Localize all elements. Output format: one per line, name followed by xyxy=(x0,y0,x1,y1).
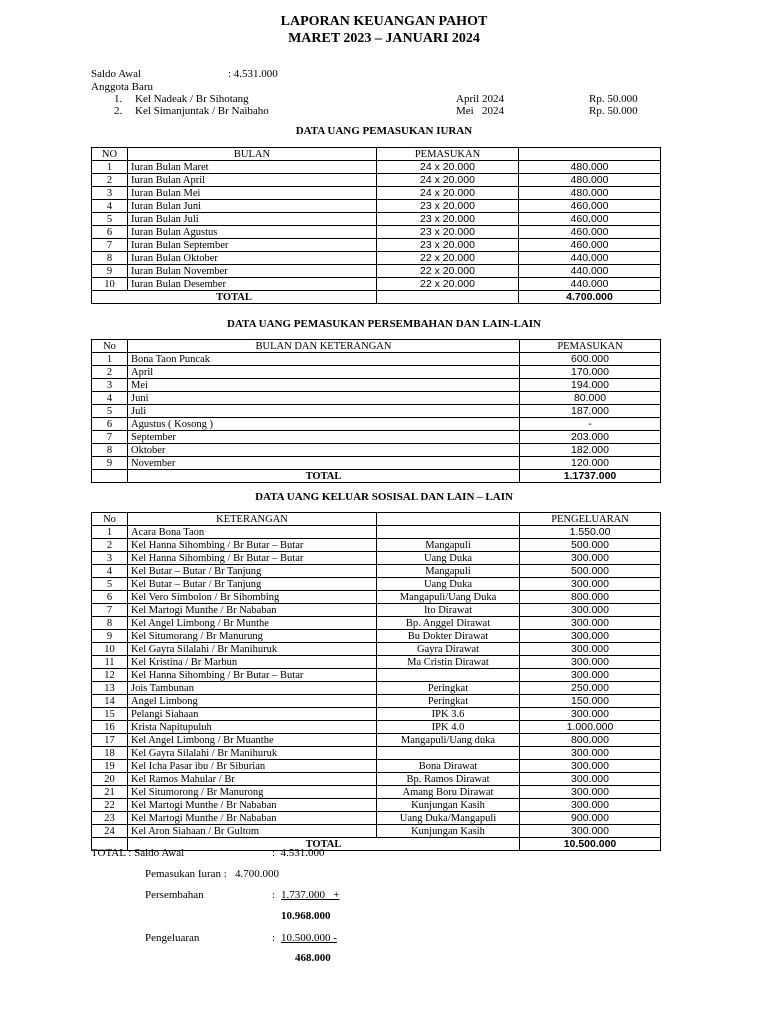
row-calc: 24 x 20.000 xyxy=(377,161,519,174)
row-description: Uang Duka xyxy=(377,552,520,565)
row-description: Ito Dirawat xyxy=(377,604,520,617)
row-amount: 300.000 xyxy=(520,760,661,773)
total-value: 10.500.000 xyxy=(520,838,661,851)
member-amount: Rp. 50.000 xyxy=(589,93,638,105)
row-keterangan: Kel Hanna Sihombing / Br Butar – Butar xyxy=(128,669,377,682)
row-keterangan: September xyxy=(128,431,520,444)
persembahan-header-row xyxy=(92,340,661,353)
table-row xyxy=(92,526,661,539)
row-description: IPK 3.6 xyxy=(377,708,520,721)
row-amount: 440.000 xyxy=(519,265,661,278)
row-no: 2 xyxy=(92,539,128,552)
row-no: 23 xyxy=(92,812,128,825)
summary-pengeluaran-value: 10.500.000 - xyxy=(281,932,337,944)
row-no: 4 xyxy=(92,565,128,578)
row-amount: 120.000 xyxy=(520,457,661,470)
row-keterangan: Bona Taon Puncak xyxy=(128,353,520,366)
row-no: 1 xyxy=(92,353,128,366)
total-label: TOTAL xyxy=(92,291,377,304)
row-no: 8 xyxy=(92,252,128,265)
row-amount: 460.000 xyxy=(519,226,661,239)
col-header-pemasukan: PEMASUKAN xyxy=(377,148,519,161)
row-no: 5 xyxy=(92,405,128,418)
iuran-heading: DATA UANG PEMASUKAN IURAN xyxy=(295,125,473,137)
row-keterangan: Kel Ramos Mahular / Br xyxy=(128,773,377,786)
row-no: 6 xyxy=(92,591,128,604)
row-calc: 22 x 20.000 xyxy=(377,252,519,265)
row-keterangan: Kel Icha Pasar ibu / Br Siburian xyxy=(128,760,377,773)
table-row xyxy=(92,812,661,825)
table-row xyxy=(92,405,661,418)
row-description: Mangapuli xyxy=(377,539,520,552)
table-row xyxy=(92,278,661,291)
row-no: 7 xyxy=(92,239,128,252)
table-row xyxy=(92,552,661,565)
member-no: 2. xyxy=(114,105,123,117)
saldo-awal-label: Saldo Awal xyxy=(91,68,142,80)
row-no: 24 xyxy=(92,825,128,838)
member-date: Mei 2024 xyxy=(456,105,504,117)
row-keterangan: Mei xyxy=(128,379,520,392)
row-bulan: Iuran Bulan November xyxy=(128,265,377,278)
table-row xyxy=(92,187,661,200)
row-no: 13 xyxy=(92,682,128,695)
row-description xyxy=(377,669,520,682)
row-amount: 460.000 xyxy=(519,213,661,226)
row-no: 1 xyxy=(92,161,128,174)
row-no: 9 xyxy=(92,630,128,643)
table-row xyxy=(92,539,661,552)
anggota-baru-label: Anggota Baru xyxy=(91,81,154,93)
total-label: TOTAL xyxy=(128,838,520,851)
row-amount: 480.000 xyxy=(519,187,661,200)
row-amount: 1.000.000 xyxy=(520,721,661,734)
row-keterangan: Kel Vero Simbolon / Br Sihombing xyxy=(128,591,377,604)
iuran-total-row xyxy=(92,291,661,304)
row-no: 12 xyxy=(92,669,128,682)
table-row xyxy=(92,239,661,252)
row-no: 8 xyxy=(92,617,128,630)
row-no: 8 xyxy=(92,444,128,457)
col-header-keterangan: BULAN DAN KETERANGAN xyxy=(128,340,520,353)
table-row xyxy=(92,578,661,591)
summary-final: 468.000 xyxy=(295,952,331,964)
row-amount: 800.000 xyxy=(520,734,661,747)
row-no: 3 xyxy=(92,379,128,392)
row-keterangan: Kel Martogi Munthe / Br Nababan xyxy=(128,812,377,825)
keluar-header-row xyxy=(92,513,661,526)
table-row xyxy=(92,161,661,174)
row-amount: 203.000 xyxy=(520,431,661,444)
row-amount: 170.000 xyxy=(520,366,661,379)
row-description: Ma Cristin Dirawat xyxy=(377,656,520,669)
row-description: Peringkat xyxy=(377,682,520,695)
row-no: 10 xyxy=(92,643,128,656)
row-description: Bu Dokter Dirawat xyxy=(377,630,520,643)
report-period: MARET 2023 – JANUARI 2024 xyxy=(288,31,480,46)
row-amount: 460.000 xyxy=(519,200,661,213)
row-no: 20 xyxy=(92,773,128,786)
row-keterangan: Jois Tambunan xyxy=(128,682,377,695)
table-row xyxy=(92,656,661,669)
row-amount: 300.000 xyxy=(520,773,661,786)
table-row xyxy=(92,265,661,278)
col-header-no: No xyxy=(92,513,128,526)
table-row xyxy=(92,565,661,578)
row-amount: 300.000 xyxy=(520,630,661,643)
row-no: 18 xyxy=(92,747,128,760)
summary-persembahan-label: Persembahan xyxy=(145,889,204,901)
persembahan-table xyxy=(91,339,661,483)
row-bulan: Iuran Bulan Juli xyxy=(128,213,377,226)
row-calc: 23 x 20.000 xyxy=(377,239,519,252)
table-row xyxy=(92,643,661,656)
row-keterangan: Kel Gayra Silalahi / Br Manihuruk xyxy=(128,643,377,656)
row-keterangan: Pelangi Siahaan xyxy=(128,708,377,721)
empty-cell xyxy=(377,291,519,304)
row-description: Uang Duka xyxy=(377,578,520,591)
member-name: Kel Nadeak / Br Sihotang xyxy=(135,93,249,105)
row-description: Mangapuli/Uang duka xyxy=(377,734,520,747)
table-row xyxy=(92,200,661,213)
row-no: 9 xyxy=(92,457,128,470)
row-description: Peringkat xyxy=(377,695,520,708)
row-amount: 300.000 xyxy=(520,552,661,565)
empty-cell xyxy=(92,470,128,483)
row-description xyxy=(377,747,520,760)
total-label: TOTAL xyxy=(128,470,520,483)
row-amount: 300.000 xyxy=(520,747,661,760)
table-row xyxy=(92,786,661,799)
summary-saldo-value: : 4.531.000 xyxy=(272,847,325,859)
keluar-table xyxy=(91,512,661,851)
member-amount: Rp. 50.000 xyxy=(589,105,638,117)
report-title: LAPORAN KEUANGAN PAHOT xyxy=(280,14,488,29)
row-keterangan: Kel Aron Siahaan / Br Gultom xyxy=(128,825,377,838)
table-row xyxy=(92,669,661,682)
row-description: Bona Dirawat xyxy=(377,760,520,773)
row-amount: 1.550.00 xyxy=(520,526,661,539)
table-row xyxy=(92,252,661,265)
row-no: 3 xyxy=(92,187,128,200)
table-row xyxy=(92,734,661,747)
row-no: 6 xyxy=(92,418,128,431)
col-header-keterangan: KETERANGAN xyxy=(128,513,377,526)
row-amount: 500.000 xyxy=(520,539,661,552)
summary-subtotal: 10.968.000 xyxy=(281,910,331,922)
row-keterangan: Krista Napitupuluh xyxy=(128,721,377,734)
row-amount: 600.000 xyxy=(520,353,661,366)
row-keterangan: Kel Hanna Sihombing / Br Butar – Butar xyxy=(128,539,377,552)
row-amount: 440.000 xyxy=(519,252,661,265)
row-no: 2 xyxy=(92,366,128,379)
row-no: 4 xyxy=(92,392,128,405)
table-row xyxy=(92,695,661,708)
row-amount: 800.000 xyxy=(520,591,661,604)
row-description: Gayra Dirawat xyxy=(377,643,520,656)
col-header-no: NO xyxy=(92,148,128,161)
row-keterangan: Kel Angel Limbong / Br Munthe xyxy=(128,617,377,630)
row-calc: 24 x 20.000 xyxy=(377,187,519,200)
table-row xyxy=(92,591,661,604)
row-keterangan: Angel Limbong xyxy=(128,695,377,708)
row-bulan: Iuran Bulan Agustus xyxy=(128,226,377,239)
table-row xyxy=(92,708,661,721)
row-no: 22 xyxy=(92,799,128,812)
row-description: Bp. Anggel Dirawat xyxy=(377,617,520,630)
row-bulan: Iuran Bulan Oktober xyxy=(128,252,377,265)
row-description: Uang Duka/Mangapuli xyxy=(377,812,520,825)
row-no: 7 xyxy=(92,604,128,617)
member-date: April 2024 xyxy=(456,93,504,105)
col-header-blank xyxy=(377,513,520,526)
table-row xyxy=(92,617,661,630)
col-header-pengeluaran: PENGELUARAN xyxy=(520,513,661,526)
row-no: 1 xyxy=(92,526,128,539)
row-keterangan: Kel Martogi Munthe / Br Nababan xyxy=(128,799,377,812)
table-row xyxy=(92,773,661,786)
row-description: Mangapuli xyxy=(377,565,520,578)
persembahan-heading: DATA UANG PEMASUKAN PERSEMBAHAN DAN LAIN-LAIN xyxy=(226,318,542,330)
row-amount: 182.000 xyxy=(520,444,661,457)
row-description: Kunjungan Kasih xyxy=(377,825,520,838)
table-row xyxy=(92,444,661,457)
table-row xyxy=(92,366,661,379)
row-keterangan: Kel Situmorong / Br Manurong xyxy=(128,786,377,799)
row-amount: 300.000 xyxy=(520,656,661,669)
row-amount: 187.000 xyxy=(520,405,661,418)
col-header-no: No xyxy=(92,340,128,353)
table-row xyxy=(92,721,661,734)
table-row xyxy=(92,226,661,239)
summary-saldo-label: TOTAL : Saldo Awal xyxy=(91,847,185,859)
row-keterangan: April xyxy=(128,366,520,379)
row-keterangan: Kel Butar – Butar / Br Tanjung xyxy=(128,578,377,591)
iuran-table xyxy=(91,147,661,304)
row-amount: 300.000 xyxy=(520,825,661,838)
table-row xyxy=(92,431,661,444)
saldo-awal-value: : 4.531.000 xyxy=(228,68,278,80)
row-bulan: Iuran Bulan September xyxy=(128,239,377,252)
table-row xyxy=(92,213,661,226)
row-keterangan: Oktober xyxy=(128,444,520,457)
row-amount: 150.000 xyxy=(520,695,661,708)
row-calc: 22 x 20.000 xyxy=(377,265,519,278)
row-calc: 24 x 20.000 xyxy=(377,174,519,187)
row-amount: 300.000 xyxy=(520,604,661,617)
row-keterangan: Kel Situmorang / Br Manurung xyxy=(128,630,377,643)
table-row xyxy=(92,418,661,431)
row-description: Kunjungan Kasih xyxy=(377,799,520,812)
row-description: Amang Boru Dirawat xyxy=(377,786,520,799)
row-no: 21 xyxy=(92,786,128,799)
row-keterangan: Agustus ( Kosong ) xyxy=(128,418,520,431)
row-amount: 500.000 xyxy=(520,565,661,578)
table-row xyxy=(92,747,661,760)
row-no: 4 xyxy=(92,200,128,213)
row-amount: 300.000 xyxy=(520,617,661,630)
table-row xyxy=(92,630,661,643)
row-description: IPK 4.0 xyxy=(377,721,520,734)
row-no: 11 xyxy=(92,656,128,669)
row-keterangan: Acara Bona Taon xyxy=(128,526,377,539)
col-header-bulan: BULAN xyxy=(128,148,377,161)
row-keterangan: Kel Gayra Silalahi / Br Manihuruk xyxy=(128,747,377,760)
iuran-header-row xyxy=(92,148,661,161)
row-amount: 460.000 xyxy=(519,239,661,252)
row-no: 14 xyxy=(92,695,128,708)
summary-iuran-label: Pemasukan Iuran : xyxy=(145,868,227,880)
row-bulan: Iuran Bulan Maret xyxy=(128,161,377,174)
row-amount: 300.000 xyxy=(520,669,661,682)
keluar-heading: DATA UANG KELUAR SOSISAL DAN LAIN – LAIN xyxy=(255,491,513,503)
row-keterangan: Juli xyxy=(128,405,520,418)
table-row xyxy=(92,825,661,838)
table-row xyxy=(92,799,661,812)
row-keterangan: November xyxy=(128,457,520,470)
summary-persembahan-colon: : xyxy=(272,889,276,901)
row-keterangan: Kel Butar – Butar / Br Tanjung xyxy=(128,565,377,578)
row-amount: - xyxy=(520,418,661,431)
table-row xyxy=(92,457,661,470)
row-amount: 300.000 xyxy=(520,786,661,799)
row-no: 5 xyxy=(92,578,128,591)
row-calc: 23 x 20.000 xyxy=(377,213,519,226)
table-row xyxy=(92,604,661,617)
table-row xyxy=(92,353,661,366)
row-amount: 300.000 xyxy=(520,643,661,656)
row-no: 9 xyxy=(92,265,128,278)
row-amount: 480.000 xyxy=(519,174,661,187)
row-no: 5 xyxy=(92,213,128,226)
col-header-pemasukan: PEMASUKAN xyxy=(520,340,661,353)
row-keterangan: Juni xyxy=(128,392,520,405)
row-amount: 194.000 xyxy=(520,379,661,392)
table-row xyxy=(92,682,661,695)
row-no: 10 xyxy=(92,278,128,291)
table-row xyxy=(92,174,661,187)
row-amount: 300.000 xyxy=(520,708,661,721)
row-no: 15 xyxy=(92,708,128,721)
row-bulan: Iuran Bulan Desember xyxy=(128,278,377,291)
row-no: 17 xyxy=(92,734,128,747)
row-bulan: Iuran Bulan April xyxy=(128,174,377,187)
persembahan-total-row xyxy=(92,470,661,483)
row-no: 2 xyxy=(92,174,128,187)
row-calc: 23 x 20.000 xyxy=(377,200,519,213)
summary-persembahan-value: 1.737.000 + xyxy=(281,889,340,901)
row-no: 19 xyxy=(92,760,128,773)
row-keterangan: Kel Martogi Munthe / Br Nababan xyxy=(128,604,377,617)
row-amount: 300.000 xyxy=(520,578,661,591)
row-keterangan: Kel Angel Limbong / Br Muanthe xyxy=(128,734,377,747)
row-calc: 23 x 20.000 xyxy=(377,226,519,239)
row-no: 7 xyxy=(92,431,128,444)
row-description: Mangapuli/Uang Duka xyxy=(377,591,520,604)
summary-pengeluaran-label: Pengeluaran xyxy=(145,932,200,944)
row-amount: 300.000 xyxy=(520,799,661,812)
row-description xyxy=(377,526,520,539)
row-no: 16 xyxy=(92,721,128,734)
table-row xyxy=(92,392,661,405)
row-keterangan: Kel Hanna Sihombing / Br Butar – Butar xyxy=(128,552,377,565)
row-no: 3 xyxy=(92,552,128,565)
table-row xyxy=(92,379,661,392)
row-calc: 22 x 20.000 xyxy=(377,278,519,291)
summary-iuran-value: 4.700.000 xyxy=(235,868,279,880)
row-keterangan: Kel Kristina / Br Marbun xyxy=(128,656,377,669)
row-amount: 250.000 xyxy=(520,682,661,695)
row-amount: 80.000 xyxy=(520,392,661,405)
member-name: Kel Simanjuntak / Br Naibaho xyxy=(135,105,269,117)
member-no: 1. xyxy=(114,93,123,105)
total-value: 4.700.000 xyxy=(519,291,661,304)
row-description: Bp. Ramos Dirawat xyxy=(377,773,520,786)
row-amount: 480.000 xyxy=(519,161,661,174)
row-bulan: Iuran Bulan Juni xyxy=(128,200,377,213)
summary-pengeluaran-colon: : xyxy=(272,932,276,944)
col-header-blank xyxy=(519,148,661,161)
row-bulan: Iuran Bulan Mei xyxy=(128,187,377,200)
row-amount: 440.000 xyxy=(519,278,661,291)
table-row xyxy=(92,760,661,773)
total-value: 1.1737.000 xyxy=(520,470,661,483)
row-no: 6 xyxy=(92,226,128,239)
row-amount: 900.000 xyxy=(520,812,661,825)
